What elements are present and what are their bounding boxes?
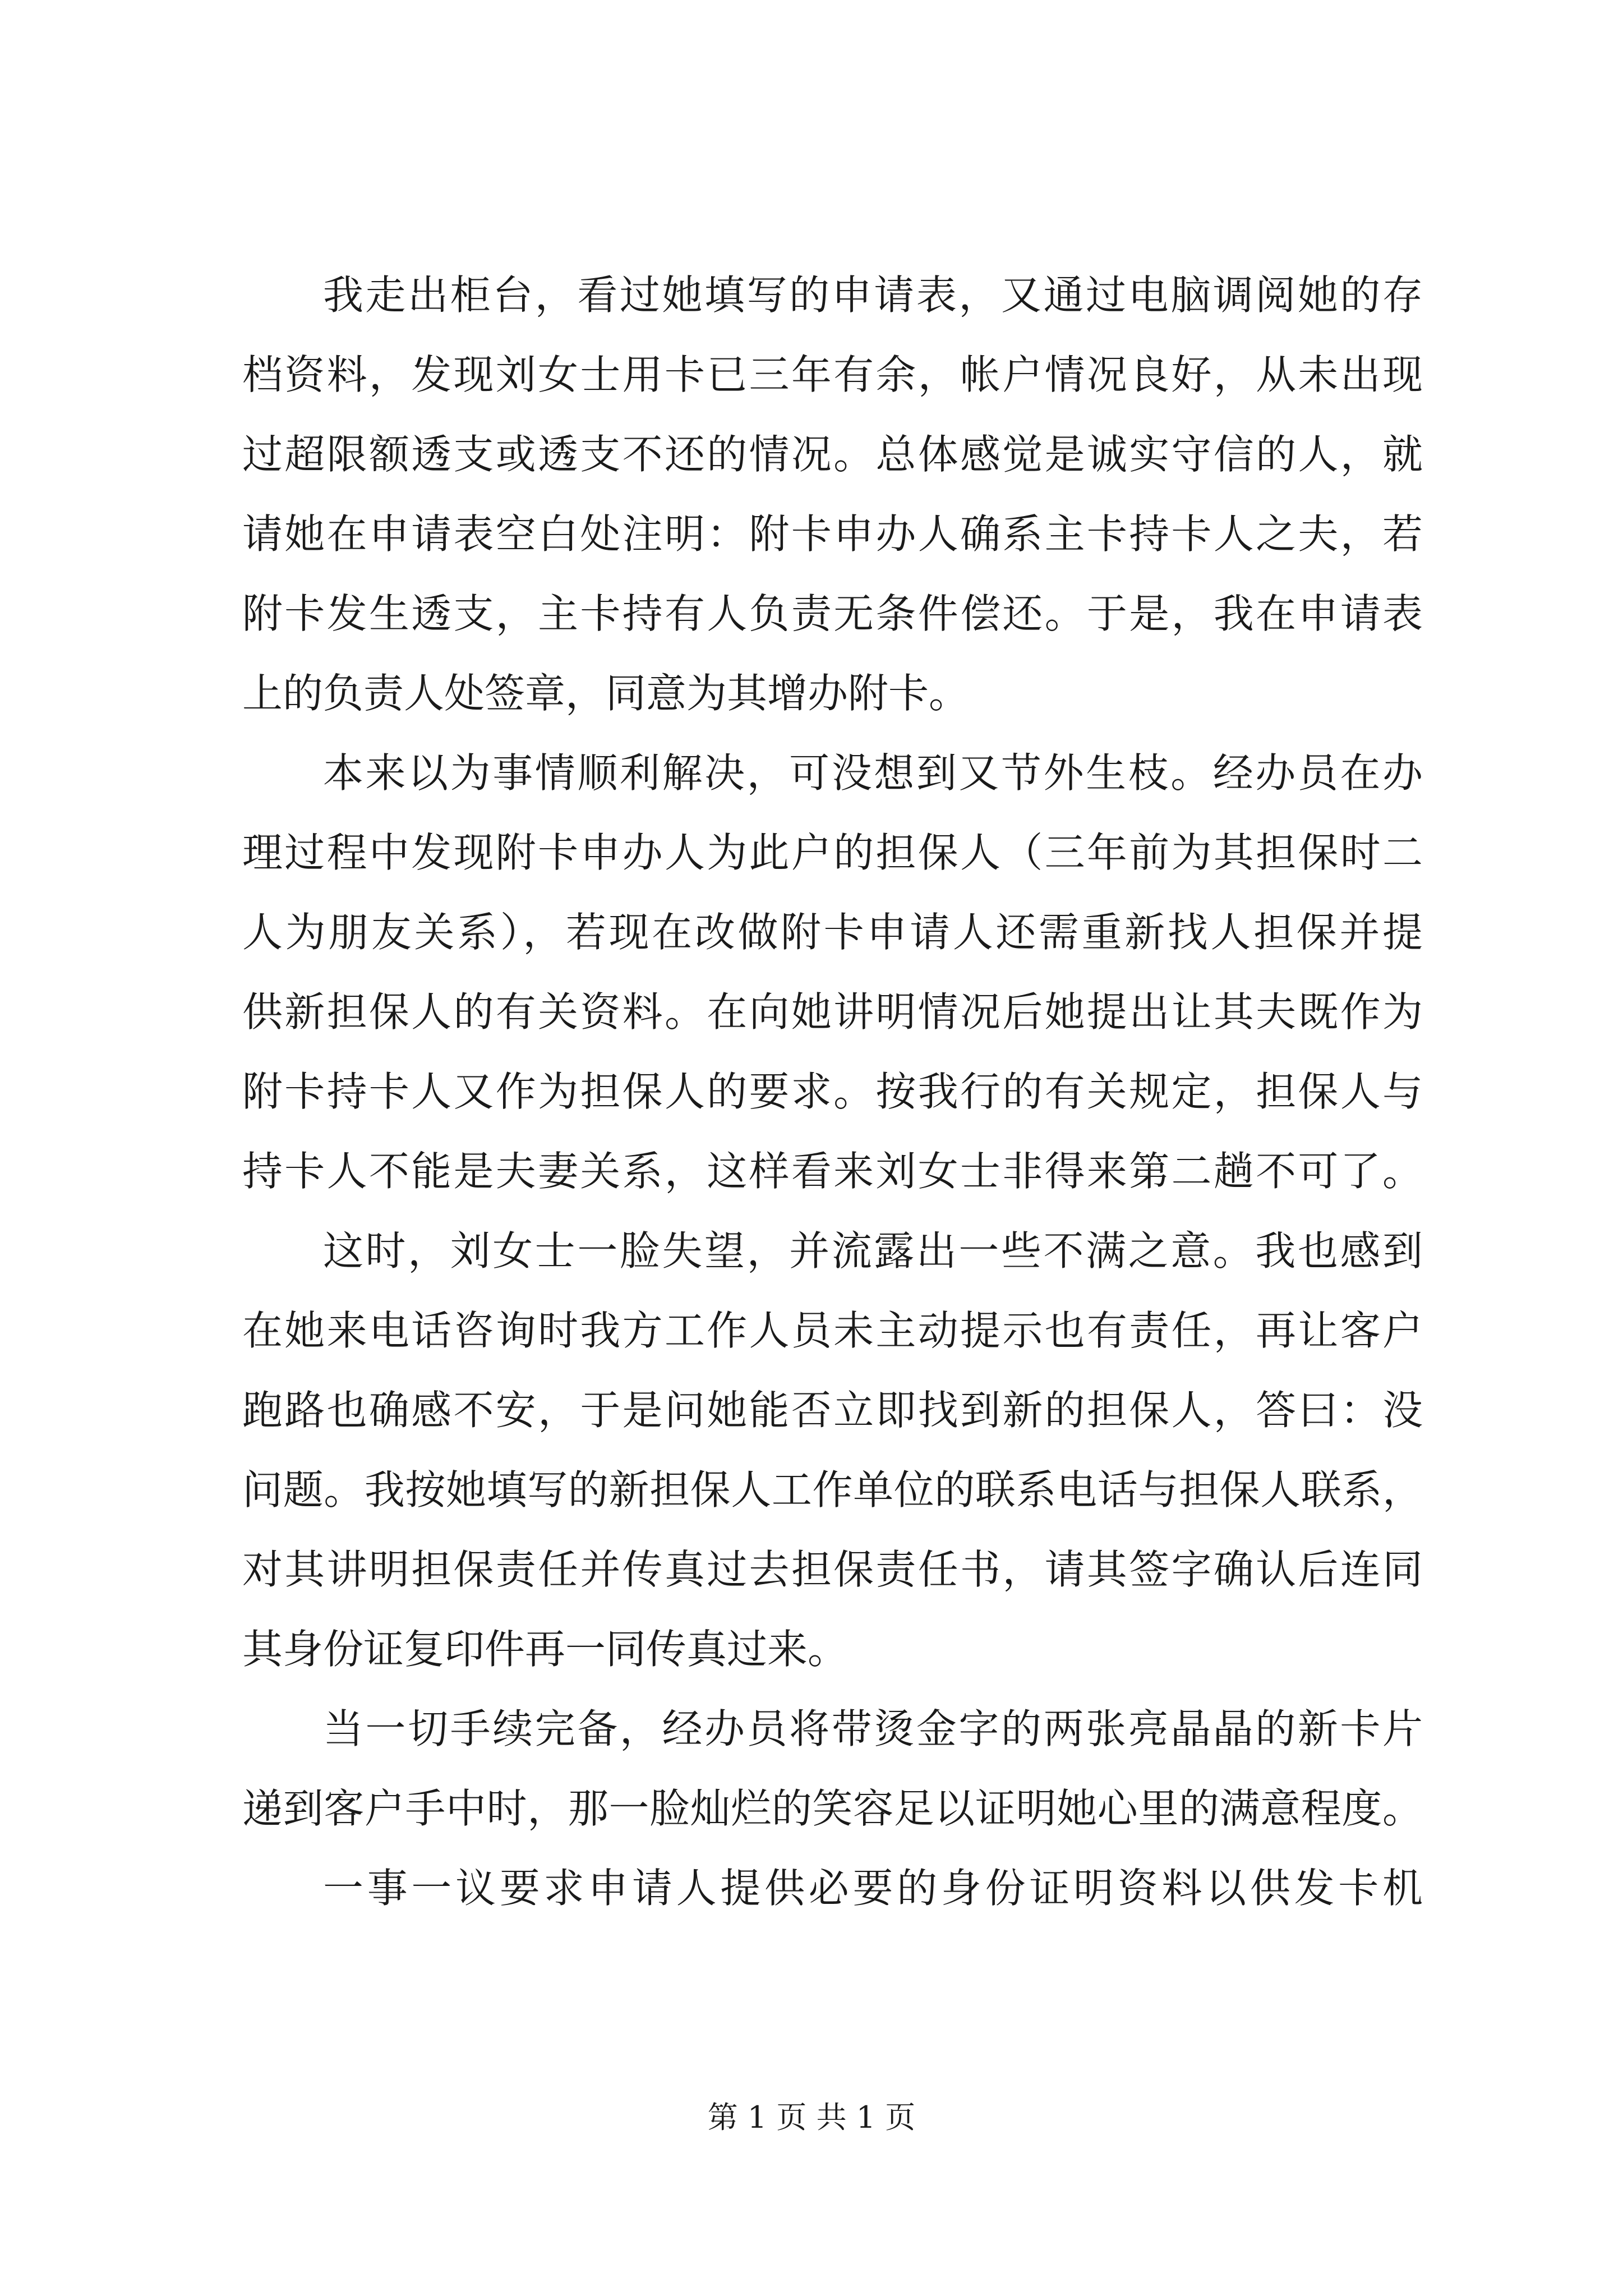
page-footer [0,2095,1623,2140]
text-line: 对其讲明担保责任并传真过去担保责任书，请其签字确认后连同 [242,1546,1423,1593]
text-line: 供新担保人的有关资料。在向她讲明情况后她提出让其夫既作为 [242,988,1423,1036]
text-line: 当一切手续完备，经办员将带烫金字的两张亮晶晶的新卡片 [323,1705,1423,1752]
paragraph-5 [242,1848,1423,1928]
text-line: 档资料，发现刘女士用卡已三年有余，帐户情况良好，从未出现 [242,351,1423,398]
text-line: 这时，刘女士一脸失望，并流露出一些不满之意。我也感到 [323,1227,1423,1274]
text-line: 过超限额透支或透支不还的情况。总体感觉是诚实守信的人，就 [242,431,1423,478]
text-line: 问题。我按她填写的新担保人工作单位的联系电话与担保人联系， [242,1466,1423,1513]
paragraph-3 [242,1211,1423,1689]
text-line: 其身份证复印件再一同传真过来。 [242,1626,849,1673]
text-line: 本来以为事情顺利解决，可没想到又节外生枝。经办员在办 [323,749,1423,797]
text-line: 理过程中发现附卡申办人为此户的担保人（三年前为其担保时二 [242,829,1423,876]
document-body [242,255,1423,1928]
text-line: 附卡发生透支，主卡持有人负责无条件偿还。于是，我在申请表 [242,590,1423,637]
paragraph-1 [242,255,1423,733]
text-line: 在她来电话咨询时我方工作人员未主动提示也有责任，再让客户 [242,1307,1423,1354]
text-line: 递到客户手中时，那一脸灿烂的笑容足以证明她心里的满意程度。 [242,1785,1423,1832]
paragraph-2 [242,733,1423,1211]
text-line: 跑路也确感不安，于是问她能否立即找到新的担保人，答曰：没 [242,1387,1423,1434]
text-line: 人为朋友关系），若现在改做附卡申请人还需重新找人担保并提 [242,909,1423,956]
text-line: 一事一议要求申请人提供必要的身份证明资料以供发卡机 [323,1865,1423,1912]
text-line: 附卡持卡人又作为担保人的要求。按我行的有关规定，担保人与 [242,1068,1423,1115]
text-line: 上的负责人处签章，同意为其增办附卡。 [242,670,970,717]
text-line: 请她在申请表空白处注明：附卡申办人确系主卡持卡人之夫，若 [242,510,1423,558]
paragraph-4 [242,1689,1423,1848]
text-line: 我走出柜台，看过她填写的申请表，又通过电脑调阅她的存 [323,272,1423,319]
text-line: 持卡人不能是夫妻关系，这样看来刘女士非得来第二趟不可了。 [242,1148,1423,1195]
page-number: 第 1 页 共 1 页 [707,2100,916,2135]
